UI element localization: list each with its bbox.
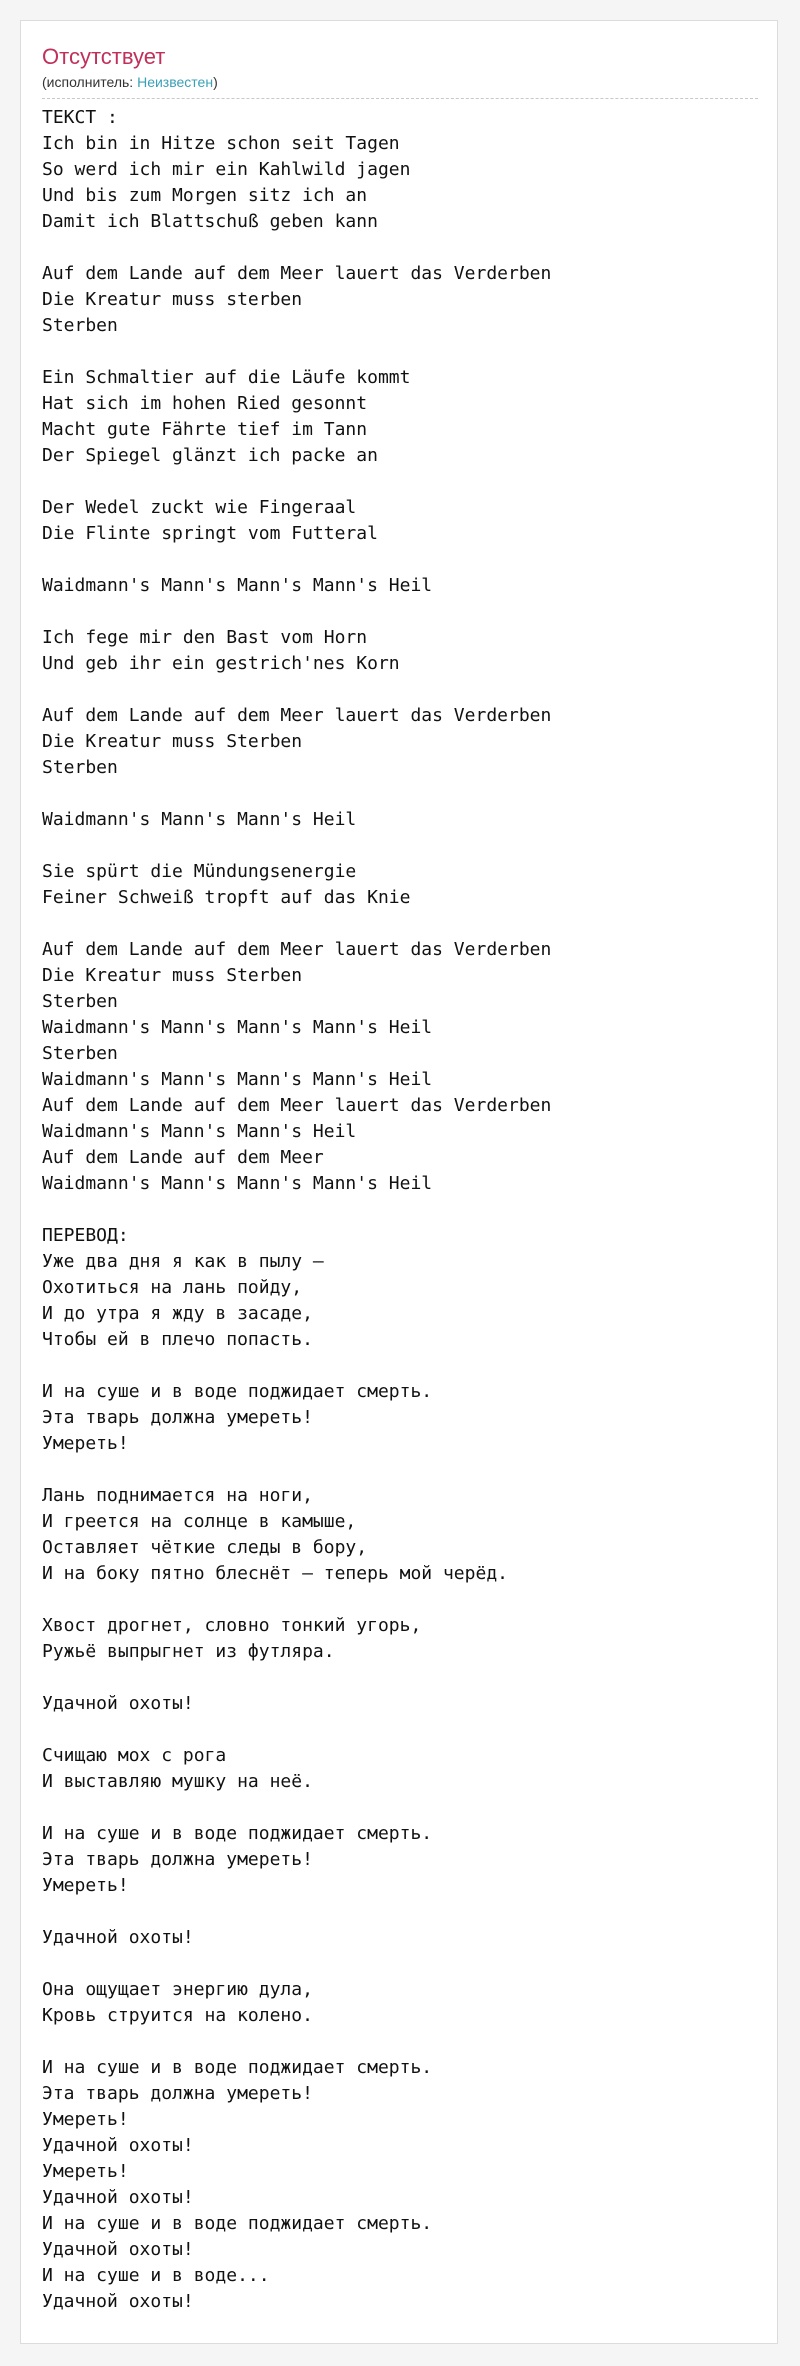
lyrics-text: ТЕКСТ : Ich bin in Hitze schon seit Tagen So werd ich mir ein Kahlwild jagen Und bis zum Morgen sitz ich an Damit ich Blattschuß geben kann Auf dem Lande auf dem Meer lauert das Verderben Die Kreatur muss sterben Sterben Ein Schmaltier auf die Läufe kommt Hat sich im hohen Ried gesonnt Macht gute Fährte tief im Tann Der Spiegel glänzt ich packe an Der Wedel zuckt wie Fingeraal Die Flinte springt vom Futteral Waidmann's Mann's Mann's Mann's Heil Ich fege mir den Bast vom Horn Und geb ihr ein gestrich'nes Korn Auf dem Lande auf dem Meer lauert das Verderben Die Kreatur muss Sterben Sterben Waidmann's Mann's Mann's Heil Sie spürt die Mündungsenergie Feiner Schweiß tropft auf das Knie Auf dem Lande auf dem Meer lauert das Verderben Die Kreatur muss Sterben Sterben Waidmann's Mann's Mann's Mann's Heil Sterben Waidmann's Mann's Mann's Mann's Heil Auf dem Lande auf dem Meer lauert das Verderben Waidmann's Mann's Mann's Heil Auf dem Lande auf dem Meer Waidmann's Mann's Mann's Mann's Heil ПЕРЕВОД: Уже два дня я как в пылу — Охотиться на лань пойду, И до утра я жду в засаде, Чтобы ей в плечо попасть. И на суше и в воде поджидает смерть. Эта тварь должна умереть! Умереть! Лань поднимается на ноги, И греется на солнце в камыше, Оставляет чёткие следы в бору, И на боку пятно блеснёт — теперь мой черёд. Хвост дрогнет, словно тонкий угорь, Ружьё выпрыгнет из футляра. Удачной охоты! Счищаю мох с рога И выставляю мушку на неё. И на суше и в воде поджидает смерть. Эта тварь должна умереть! Умереть! Удачной охоты! Она ощущает энергию дула, Кровь струится на колено. И на суше и в воде поджидает смерть. Эта тварь должна умереть! Умереть! Удачной охоты! Умереть! Удачной охоты! И на суше и в воде поджидает смерть. Удачной охоты! И на суше и в воде... Удачной охоты! [42,107,552,2312]
song-title: Отсутствует [42,44,166,69]
artist-suffix: ) [213,74,218,90]
artist-line [42,73,218,91]
song-header [42,40,758,99]
artist-link[interactable]: Неизвестен [137,74,214,90]
lyrics-card [20,20,778,2344]
artist-prefix: (исполнитель: [42,74,138,90]
